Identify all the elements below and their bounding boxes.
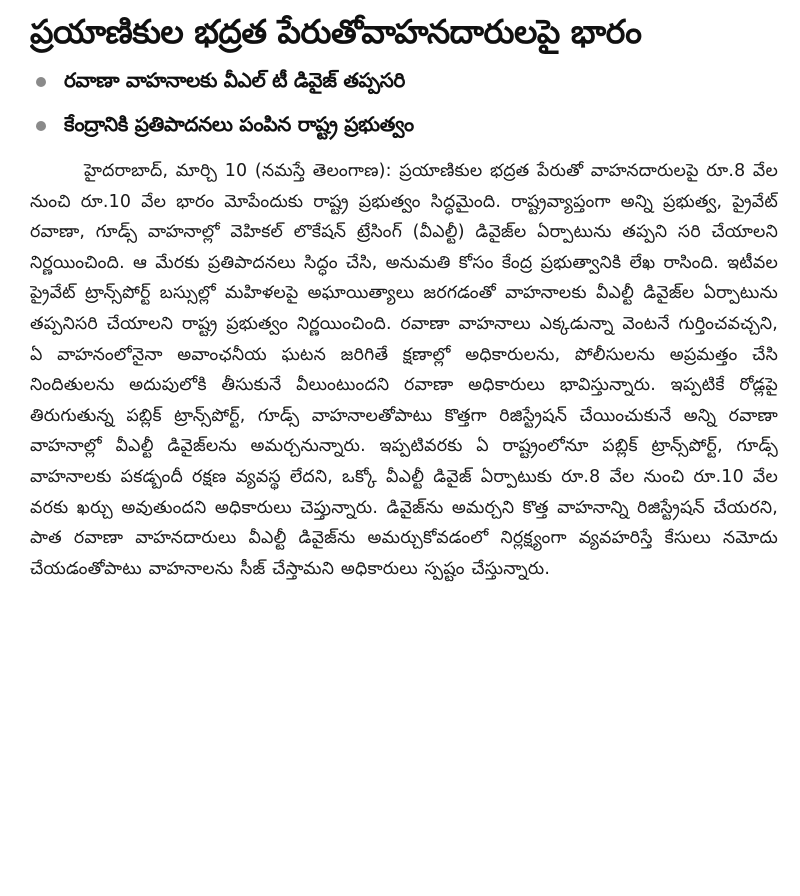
bullet-dot-icon <box>36 77 46 87</box>
article-body: హైదరాబాద్, మార్చి 10 (నమస్తే తెలంగాణ): ప్రయాణికుల భద్రత పేరుతో వాహనదారులపై రూ.8 వేల నుంచి రూ.10 వేల భారం మోపేందుకు రాష్ట్ర ప్రభుత్వం సిద్ధమైంది. రాష్ట్రవ్యాప్తంగా అన్ని ప్రభుత్వ, ప్రైవేట్ రవాణా, గూడ్స్ వాహనాల్లో వెహికల్ లొకేషన్ ట్రేసింగ్ (వీఎల్టీ) డివైజ్‌ల ఏర్పాటును తప్పని సరి చేయాలని నిర్ణయించింది. ఆ మేరకు ప్రతిపాదనలు సిద్ధం చేసి, అనుమతి కోసం కేంద్ర ప్రభుత్వానికి లేఖ రాసింది. ఇటీవల ప్రైవేట్ ట్రాన్స్‌పోర్ట్ బస్సుల్లో మహిళలపై అఘాయిత్యాలు జరగడంతో వాహనాలకు వీఎల్టీ డివైజ్‌ల ఏర్పాటును తప్పనిసరి చేయాలని రాష్ట్ర ప్రభుత్వం నిర్ణయించింది. రవాణా వాహనాలు ఎక్కడున్నా వెంటనే గుర్తించవచ్చని, ఏ వాహనంలోనైనా అవాంఛనీయ ఘటన జరిగితే క్షణాల్లో అధికారులను, పోలీసులను అప్రమత్తం చేసి నిందితులను అదుపులోకి తీసుకునే వీలుంటుందని రవాణా అధికారులు భావిస్తున్నారు. ఇప్పటికే రోడ్లపై తిరుగుతున్న పబ్లిక్ ట్రాన్స్‌పోర్ట్, గూడ్స్ వాహనాలతోపాటు కొత్తగా రిజిస్ట్రేషన్ చేయించుకునే అన్ని రవాణా వాహనాల్లో వీఎల్టీ డివైజ్‌లను అమర్చనున్నారు. ఇప్పటివరకు ఏ రాష్ట్రంలోనూ పబ్లిక్ ట్రాన్స్‌పోర్ట్, గూడ్స్ వాహనాలకు పకడ్బందీ రక్షణ వ్యవస్థ లేదని, ఒక్కో వీఎల్టీ డివైజ్ ఏర్పాటుకు రూ.8 వేల నుంచి రూ.10 వేల వరకు ఖర్చు అవుతుందని అధికారులు చెప్తున్నారు. డివైజ్‌ను అమర్చని కొత్త వాహనాన్ని రిజిస్ట్రేషన్ చేయరని, పాత రవాణా వాహనదారులు వీఎల్టీ డివైజ్‌ను అమర్చుకోవడంలో నిర్లక్ష్యంగా వ్యవహరిస్తే కేసులు నమోదు చేయడంతోపాటు వాహనాలను సీజ్ చేస్తామని అధికారులు స్పష్టం చేస్తున్నారు. <box>30 161 778 579</box>
headline: ప్రయాణికుల భద్రత పేరుతోవాహనదారులపై భారం <box>30 12 642 51</box>
bullet-item <box>30 104 778 148</box>
bullet-item <box>30 60 778 104</box>
bullet-text: కేంద్రానికి ప్రతిపాదనలు పంపిన రాష్ట్ర ప్రభుత్వం <box>64 111 414 136</box>
bullet-dot-icon <box>36 121 46 131</box>
bullet-text: రవాణా వాహనాలకు వీఎల్ టీ డివైజ్ తప్పసరి <box>64 67 406 92</box>
